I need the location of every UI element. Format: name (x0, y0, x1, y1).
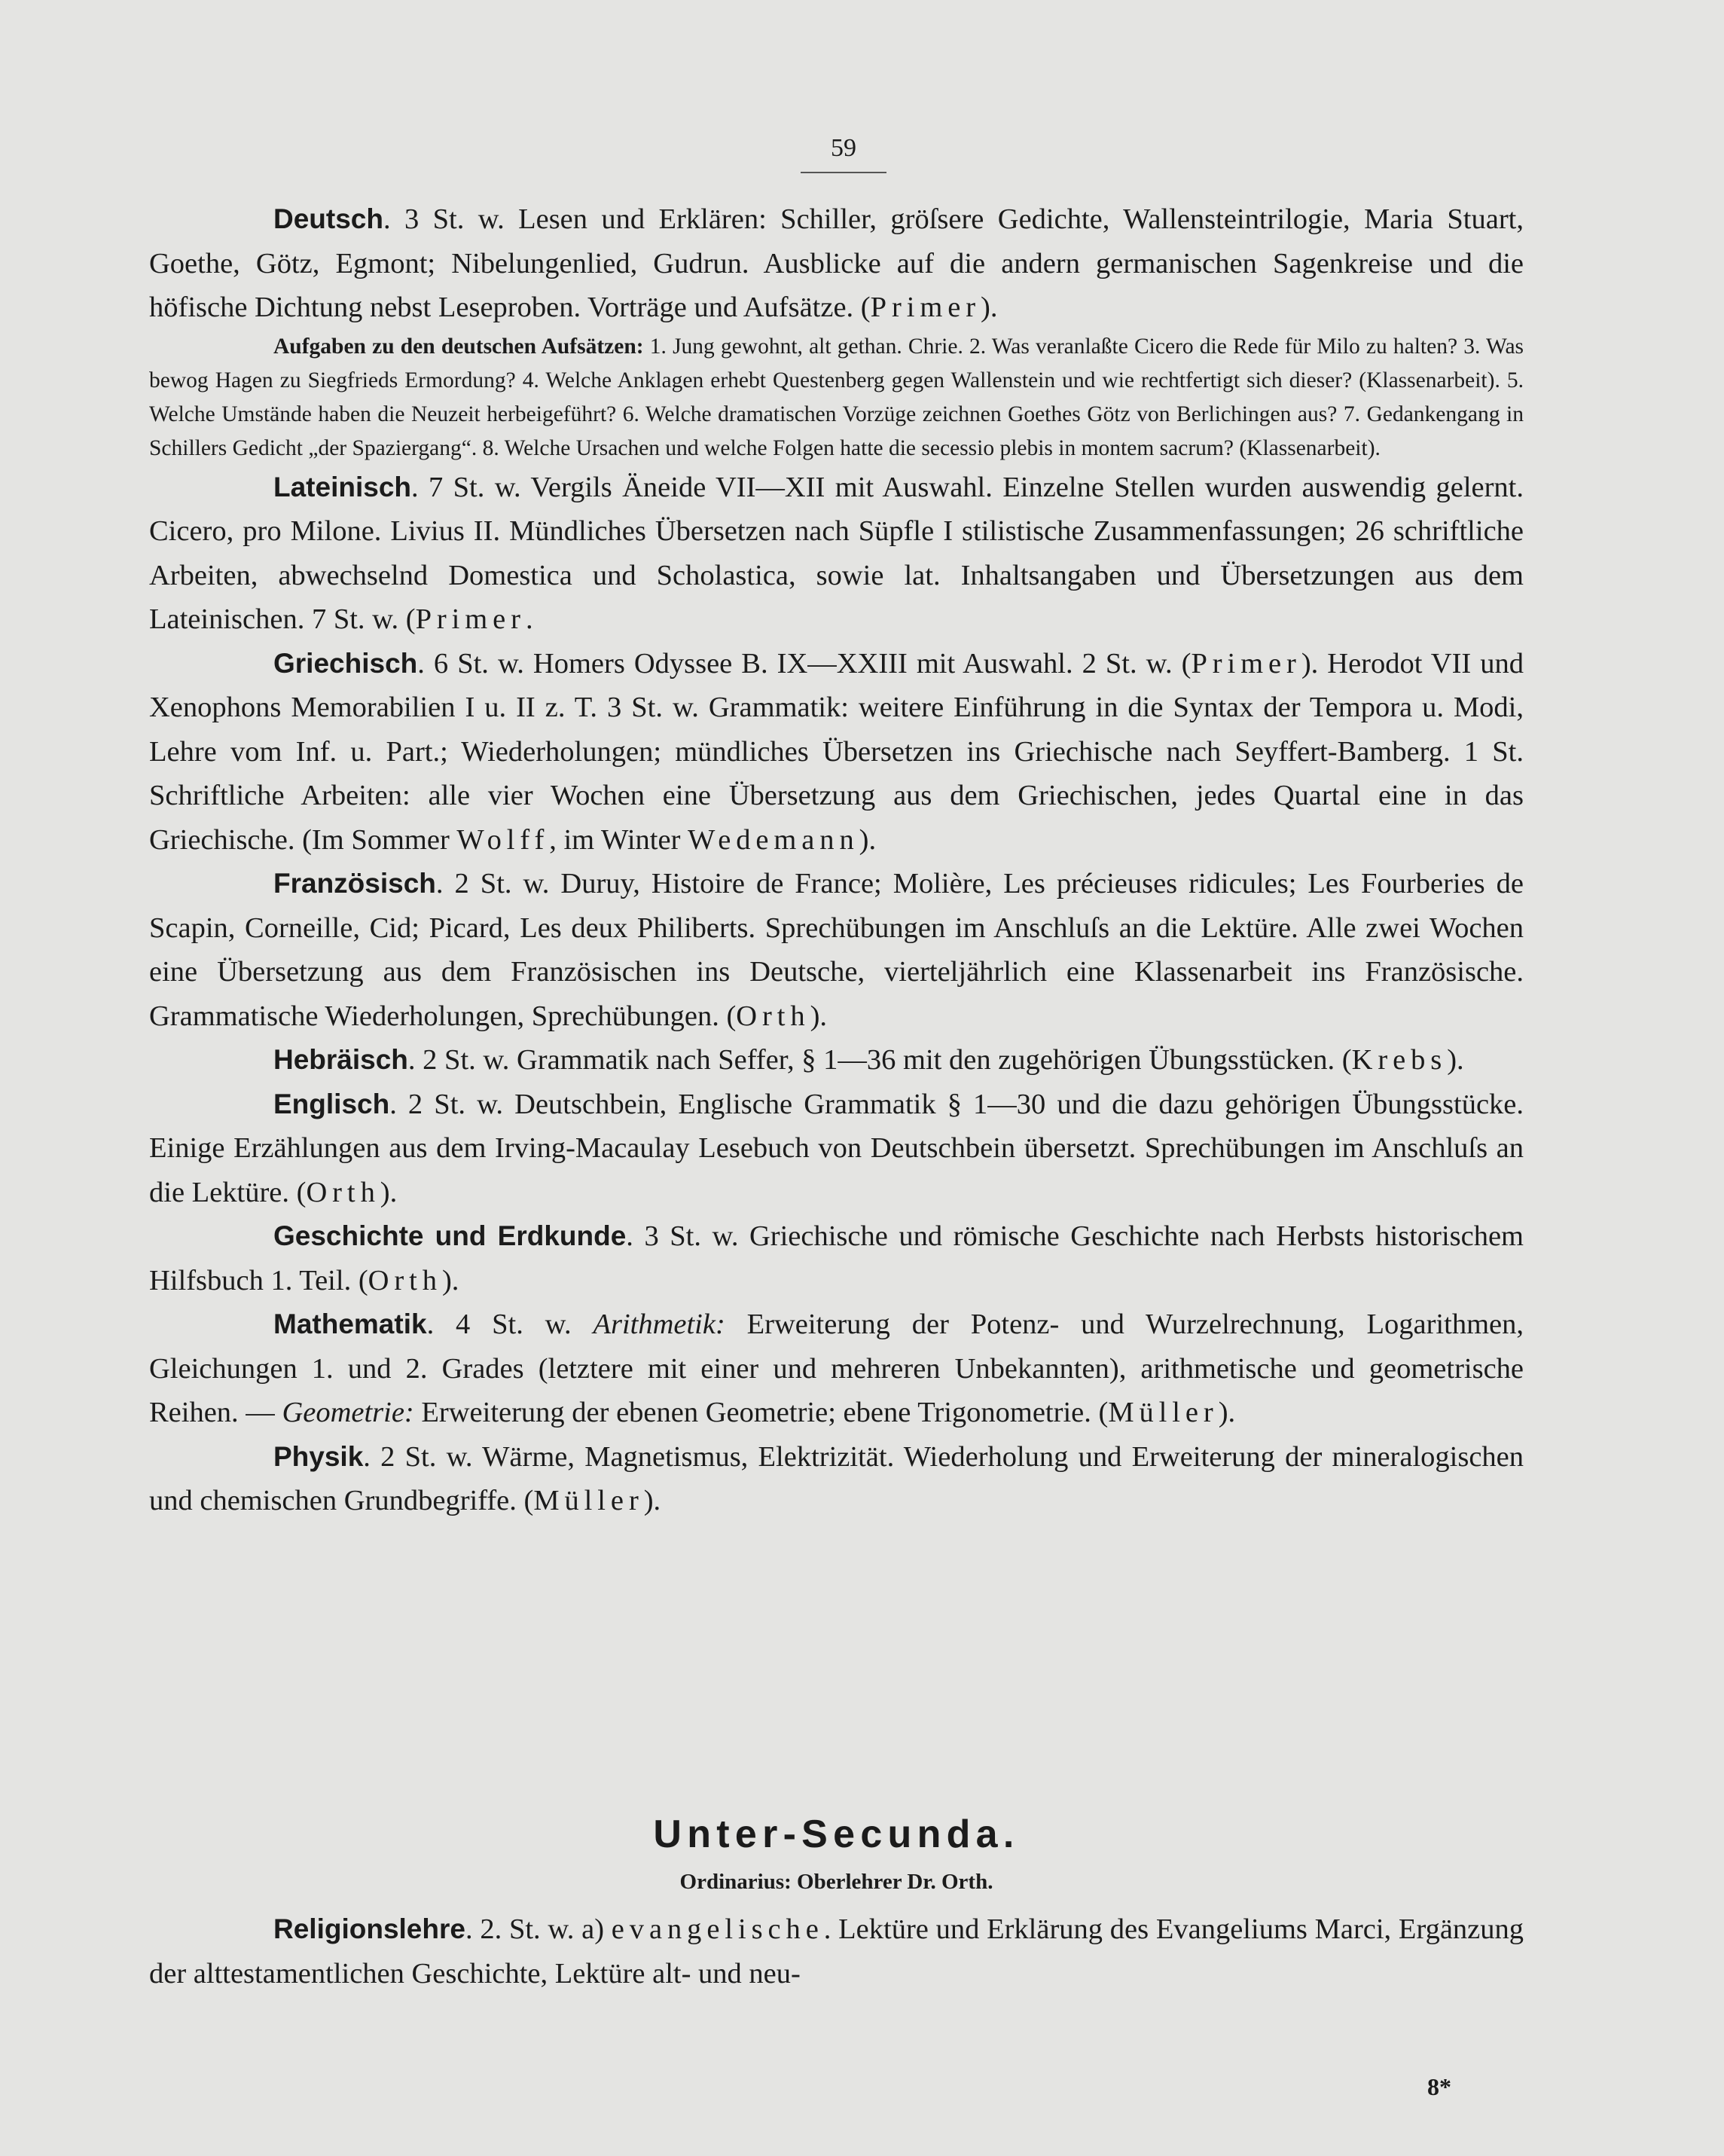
englisch-text: . 2 St. w. Deutschbein, Englische Grammatik § 1—30 und die dazu gehörigen Übungsstücke. Einige Erzählungen aus dem Irving-Macaulay Lesebuch von Deutschbein übersetzt. Sprechübungen im Anschluſs an die Lektüre. ( (149, 1088, 1524, 1208)
paragraph-geschichte (149, 1214, 1524, 1302)
paragraph-physik (149, 1435, 1524, 1523)
deutsch-text: . 3 St. w. Lesen und Erklären: Schiller, gröſsere Gedichte, Wallensteintrilogie, Maria Stuart, Goethe, Götz, Egmont; Nibelungenlied, Gudrun. Ausblicke auf die andern germanischen Sagenkreise und die höfische Dichtung nebst Leseproben. Vorträge und Aufsätze. ( (149, 203, 1524, 323)
lower-text-block (149, 1907, 1524, 1996)
paragraph-aufsatz-topics (149, 330, 1524, 466)
mathematik-geometrie: Geometrie: (282, 1397, 414, 1428)
griechisch-teacher-3: Wedemann (688, 823, 859, 856)
mathematik-close: ). (1218, 1397, 1236, 1428)
deutsch-close: ). (981, 292, 998, 323)
aufsatz-text: 1. Jung gewohnt, alt gethan. Chrie. 2. Was veranlaßte Cicero die Rede für Milo zu halten? 3. Was bewog Hagen zu Siegfrieds Ermordung? 4. Welche Anklagen erhebt Questenberg gegen Wallenstein und wie rechtfertigt sich dieser? (Klassenarbeit). 5. Welche Umstände haben die Neuzeit herbeigeführt? 6. Welche dramatischen Vorzüge zeichnen Goethes Götz von Berlichingen aus? 7. Gedankengang in Schillers Gedicht „der Spaziergang“. 8. Welche Ursachen und welche Folgen hatte die secessio plebis in montem sacrum? (Klassenarbeit). (149, 334, 1524, 460)
griechisch-text-1: . 6 St. w. Homers Odyssee B. IX—XXIII mit Auswahl. 2 St. w. ( (417, 647, 1192, 679)
griechisch-close: ). (859, 823, 877, 856)
franzoesisch-close: ). (810, 1000, 828, 1032)
paragraph-englisch (149, 1083, 1524, 1215)
mathematik-text-2: Erweiterung der Potenz- und Wurzelrechnung, Logarithmen, Gleichungen 1. und 2. Grades (letztere mit einer und mehreren Unbekannten), arithmetische und geometrische Reihen. — (149, 1309, 1524, 1428)
deutsch-teacher: Primer (870, 292, 981, 323)
mathematik-text-1: . 4 St. w. (426, 1309, 593, 1340)
paragraph-lateinisch (149, 466, 1524, 642)
mathematik-text-3: Erweiterung der ebenen Geometrie; ebene Trigonometrie. ( (413, 1397, 1109, 1428)
lateinisch-text: . 7 St. w. Vergils Äneide VII—XII mit Auswahl. Einzelne Stellen wurden auswendig gelernt. Cicero, pro Milone. Livius II. Mündliches Übersetzen nach Süpfle I stilistische Zusammenfassungen; 26 schriftliche Arbeiten, abwechselnd Domestica und Scholastica, sowie lat. Inhaltsangaben und Übersetzungen aus dem Lateinischen. 7 St. w. ( (149, 471, 1524, 635)
signature-mark: 8* (1427, 2073, 1451, 2100)
subject-franzoesisch: Französisch (273, 868, 436, 899)
subject-griechisch: Griechisch (273, 647, 418, 679)
paragraph-mathematik (149, 1302, 1524, 1435)
page-number-rule (801, 172, 886, 173)
mathematik-teacher: Müller (1108, 1397, 1219, 1428)
lateinisch-teacher: Primer (415, 603, 526, 635)
geschichte-close: ). (441, 1264, 459, 1296)
hebraeisch-close: ). (1447, 1044, 1464, 1076)
mathematik-arithmetik: Arithmetik: (593, 1309, 725, 1340)
subject-lateinisch: Lateinisch (273, 471, 411, 502)
subject-physik: Physik (273, 1440, 364, 1472)
physik-text: . 2 St. w. Wärme, Magnetismus, Elektrizität. Wiederholung und Erweiterung der mineralogischen und chemischen Grundbegriffe. ( (149, 1440, 1524, 1516)
section-heading-unter-secunda: Unter-Secunda. (653, 1812, 1020, 1856)
geschichte-teacher: Orth (368, 1264, 442, 1296)
hebraeisch-teacher: Krebs (1351, 1044, 1448, 1076)
paragraph-deutsch (149, 197, 1524, 330)
religion-evangelische: evangelische (611, 1913, 824, 1945)
religion-text-2: . Lektüre und Erklärung des Evangeliums Marci, Ergänzung der alttestamentlichen Geschichte, Lektüre alt- und neu- (149, 1913, 1524, 1990)
paragraph-hebraeisch (149, 1038, 1524, 1083)
hebraeisch-text: . 2 St. w. Grammatik nach Seffer, § 1—36 mit den zugehörigen Übungsstücken. ( (407, 1044, 1352, 1076)
ordinarius-line: Ordinarius: Oberlehrer Dr. Orth. (679, 1870, 993, 1894)
paragraph-griechisch (149, 642, 1524, 863)
physik-teacher: Müller (533, 1485, 644, 1516)
griechisch-teacher-1: Primer (1191, 647, 1301, 679)
upper-text-block (149, 197, 1524, 1523)
subject-mathematik: Mathematik (273, 1309, 427, 1339)
aufsatz-lead: Aufgaben zu den deutschen Aufsätzen: (273, 334, 644, 359)
franzoesisch-text: . 2 St. w. Duruy, Histoire de France; Molière, Les précieuses ridicules; Les Fourberies de Scapin, Corneille, Cid; Picard, Les deux Philiberts. Sprechübungen im Anschluſs an die Lektüre. Alle zwei Wochen eine Übersetzung aus dem Französischen ins Deutsche, vierteljährlich eine Klassenarbeit ins Französische. Grammatische Wiederholungen, Sprechübungen. ( (149, 868, 1524, 1032)
franzoesisch-teacher: Orth (736, 1000, 810, 1032)
subject-religionslehre: Religionslehre (273, 1913, 465, 1944)
geschichte-text: . 3 St. w. Griechische und römische Geschichte nach Herbsts historischem Hilfsbuch 1. Teil. ( (149, 1220, 1524, 1296)
griechisch-teacher-2: Wolff (456, 823, 550, 856)
englisch-close: ). (380, 1176, 398, 1208)
griechisch-text-3: , im Winter (549, 823, 688, 856)
physik-close: ). (643, 1485, 661, 1516)
page-number: 59 (831, 134, 856, 162)
subject-hebraeisch: Hebräisch (273, 1044, 408, 1075)
paragraph-religionslehre (149, 1907, 1524, 1996)
lateinisch-close: . (525, 603, 533, 635)
subject-englisch: Englisch (273, 1088, 390, 1119)
griechisch-text-2: ). Herodot VII und Xenophons Memorabilien I u. II z. T. 3 St. w. Grammatik: weitere Einführung in die Syntax der Tempora u. Modi, Lehre vom Inf. u. Part.; Wiederholungen; mündliches Übersetzen ins Griechische nach Seyffert-Bamberg. 1 St. Schriftliche Arbeiten: alle vier Wochen eine Übersetzung aus dem Griechischen, jedes Quartal eine in das Griechische. (Im Sommer (149, 647, 1524, 856)
paragraph-franzoesisch (149, 862, 1524, 1038)
subject-geschichte: Geschichte und Erdkunde (273, 1220, 627, 1251)
englisch-teacher: Orth (306, 1176, 380, 1208)
religion-text-1: . 2. St. w. a) (465, 1913, 612, 1945)
subject-deutsch: Deutsch (273, 203, 383, 234)
